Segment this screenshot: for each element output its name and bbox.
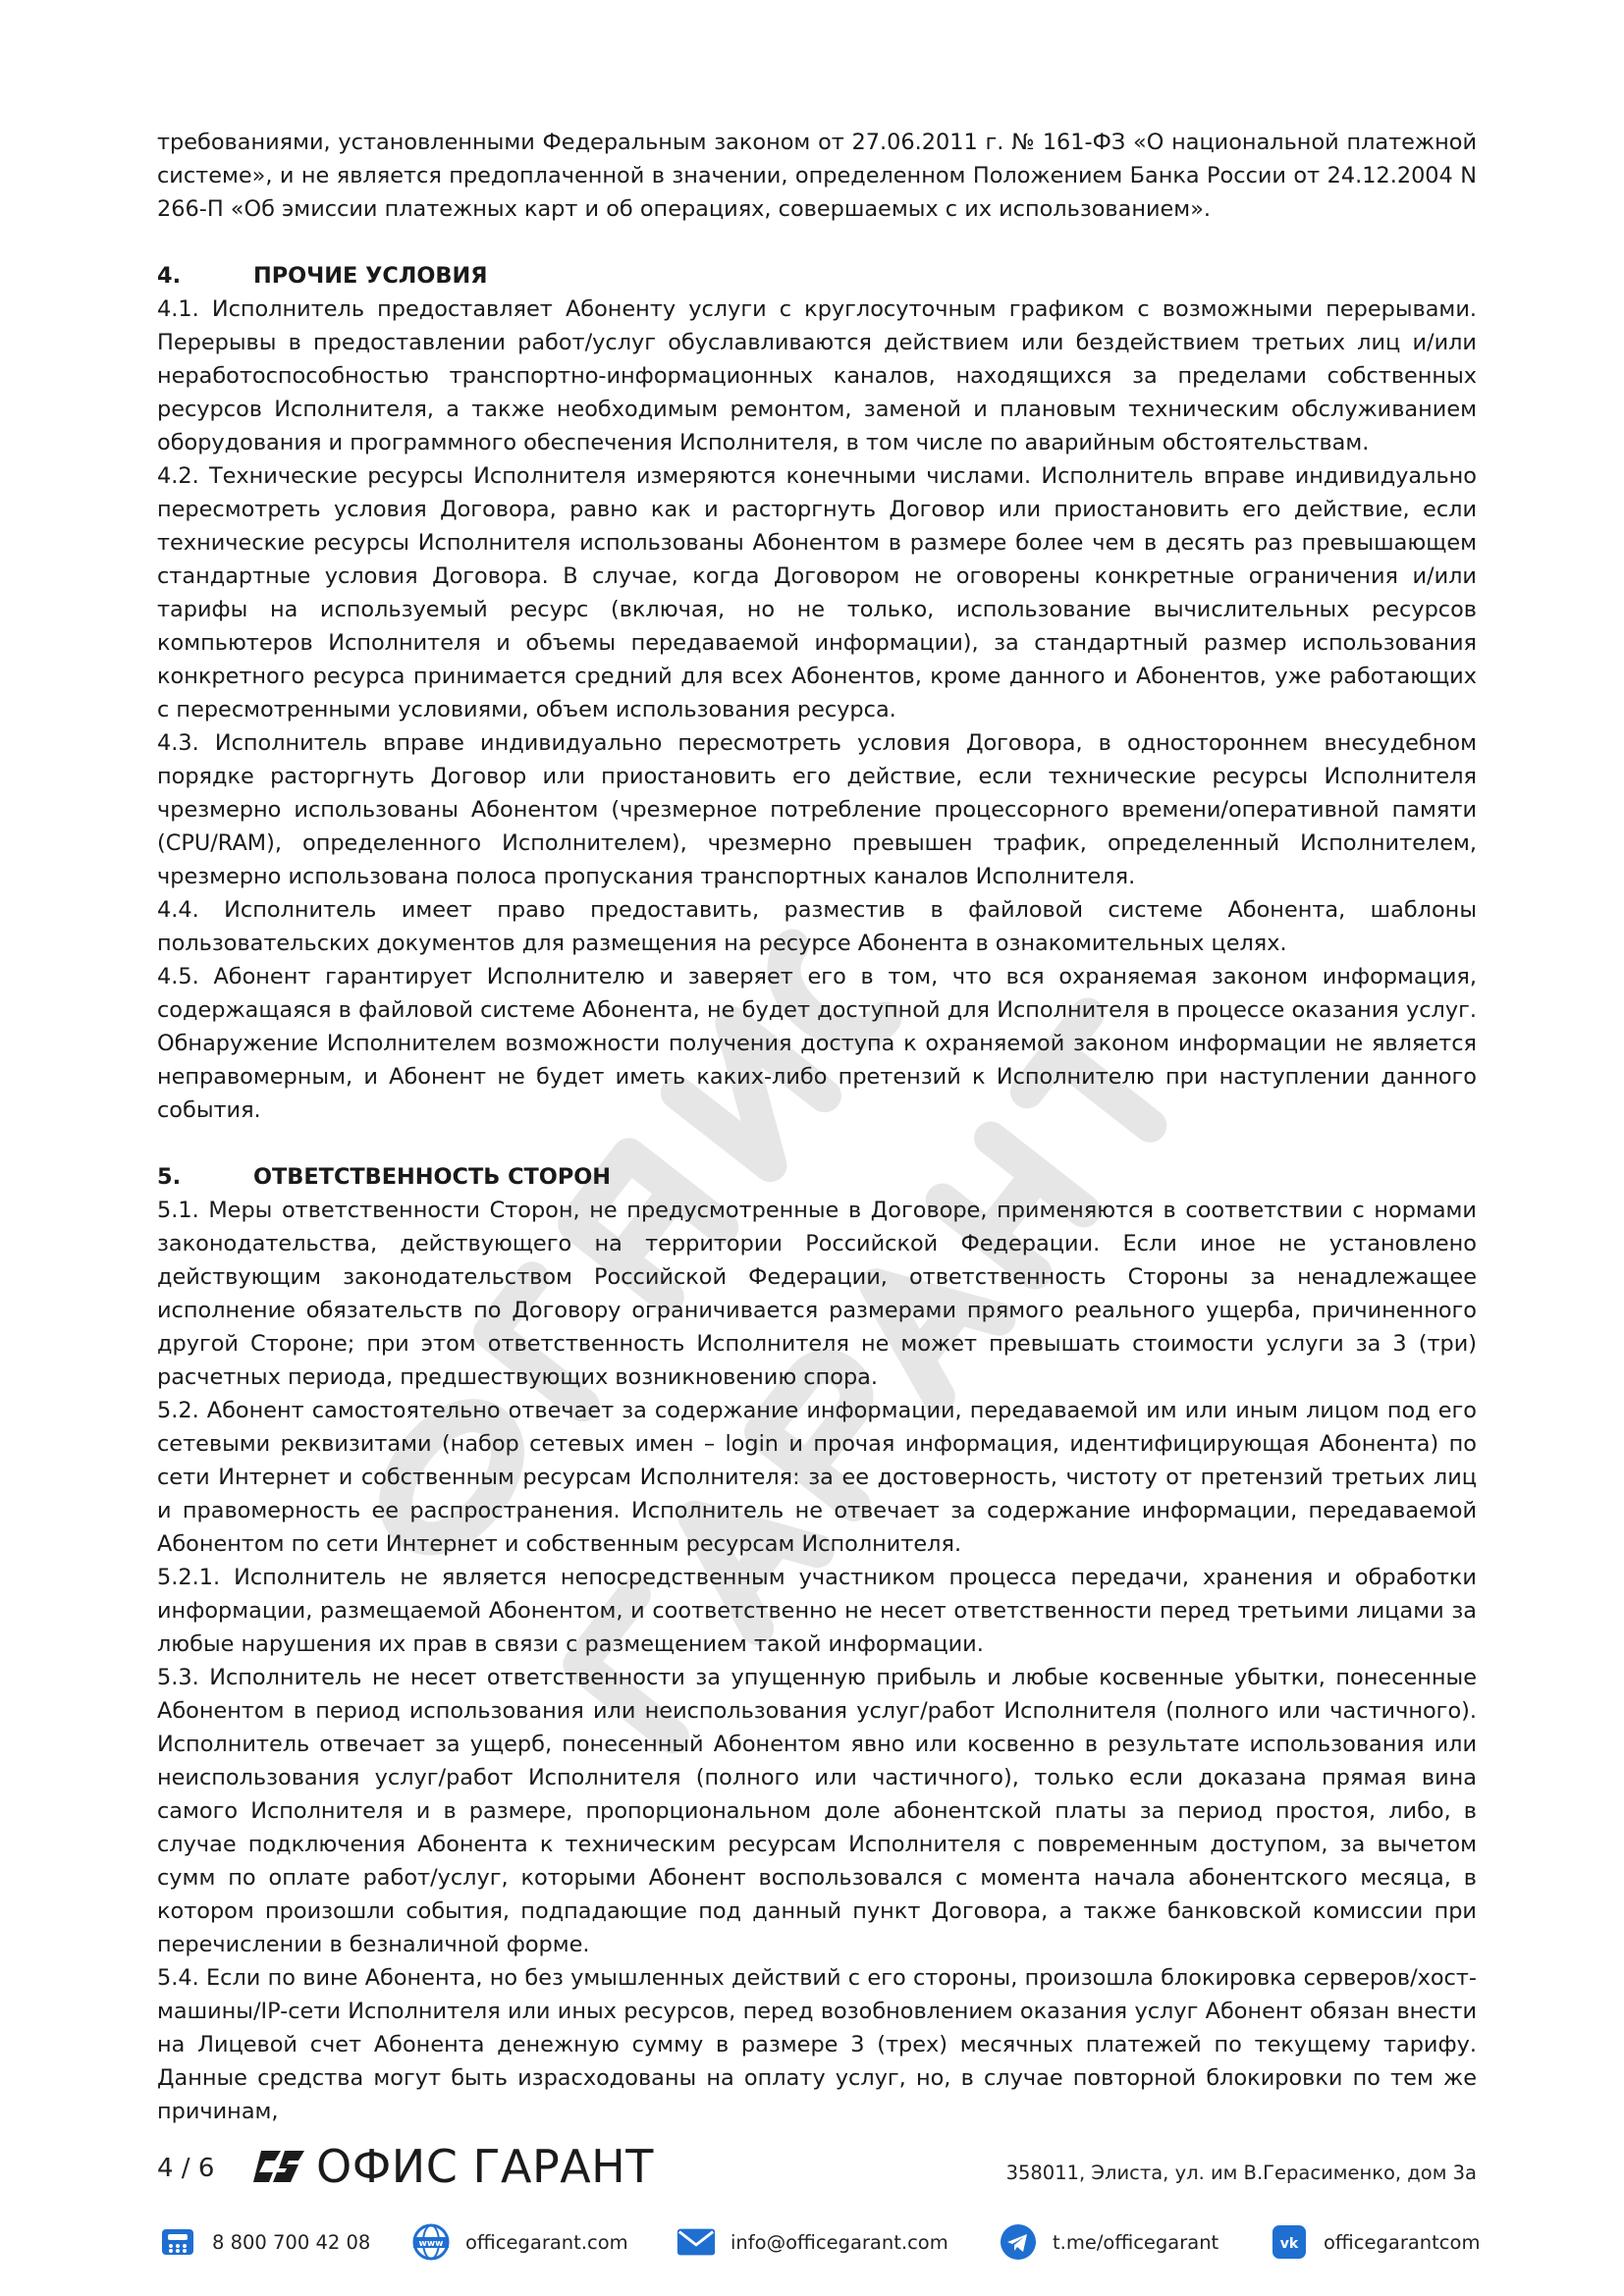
vk-icon	[1269, 2221, 1310, 2263]
telegram-link: t.me/officegarant	[1053, 2230, 1219, 2254]
clause-5-2-1: 5.2.1. Исполнитель не является непосредственным участником процесса передачи, хранения и обработки информации, размещаемой Абонентом, и соответственно не несет ответственности перед третьими лицами за любые нарушения их прав в связи с размещением такой информации.	[157, 1565, 1477, 1657]
svg-text:vk: vk	[1279, 2236, 1299, 2252]
email-link: info@officegarant.com	[731, 2230, 948, 2254]
website-link: officegarant.com	[465, 2230, 628, 2254]
brand-name: ОФИС ГАРАНТ	[316, 2140, 654, 2193]
section-4-number: 4.	[157, 263, 182, 289]
telegram-icon	[998, 2221, 1039, 2263]
footer-contacts	[157, 2220, 1481, 2264]
section-4-title: ПРОЧИЕ УСЛОВИЯ	[253, 263, 488, 289]
clause-4-4: 4.4. Исполнитель имеет право предоставить, разместив в файловой системе Абонента, шаблоны пользовательских документов для размещения на ресурсе Абонента в ознакомительных целях.	[157, 897, 1477, 956]
brand-mark-icon	[251, 2147, 306, 2186]
intro-paragraph: требованиями, установленными Федеральным законом от 27.06.2011 г. № 161-ФЗ «О национальной платежной системе», и не является предоплаченной в значении, определенном Положением Банка России от 24.12.2004 N 266-П «Об эмиссии платежных карт и об операциях, совершаемых с их использованием».	[157, 130, 1477, 222]
clause-5-4: 5.4. Если по вине Абонента, но без умышленных действий с его стороны, произошла блокировка серверов/хост-машины/IP-сети Исполнителя или иных ресурсов, перед возобновлением оказания услуг Абонент обязан внести на Лицевой счет Абонента денежную сумму в размере 3 (трех) месячных платежей по текущему тарифу. Данные средства могут быть израсходованы на оплату услуг, но, в случае повторной блокировки по тем же причинам,	[157, 1965, 1477, 2124]
svg-text:www: www	[418, 2239, 444, 2249]
clause-4-5: 4.5. Абонент гарантирует Исполнителю и заверяет его в том, что вся охраняемая законом информация, содержащаяся в файловой системе Абонента, не будет доступной для Исполнителя в процессе оказания услуг. Обнаружение Исполнителем возможности получения доступа к охраняемой законом информации не является неправомерным, и Абонент не будет иметь каких-либо претензий к Исполнителю при наступлении данного события.	[157, 964, 1477, 1123]
footer-header	[157, 2136, 1477, 2195]
page-number: 4 / 6	[157, 2154, 215, 2183]
contact-email[interactable]	[676, 2220, 948, 2264]
clause-4-2: 4.2. Технические ресурсы Исполнителя измеряются конечными числами. Исполнитель вправе индивидуально пересмотреть условия Договора, равно как и расторгнуть Договор или приостановить его действие, если технические ресурсы Исполнителя использованы Абонентом в размере более чем в десять раз превышающем стандартные условия Договора. В случае, когда Договором не оговорены конкретные ограничения и/или тарифы на используемый ресурс (включая, но не только, использование вычислительных ресурсов компьютеров Исполнителя и объемы передаваемой информации), за стандартный размер использования конкретного ресурса принимается средний для всех Абонентов, кроме данного и Абонентов, уже работающих с пересмотренными условиями, объем использования ресурса.	[157, 463, 1477, 722]
contact-phone[interactable]	[157, 2220, 370, 2264]
clause-5-2: 5.2. Абонент самостоятельно отвечает за содержание информации, передаваемой им или иным лицом под его сетевыми реквизитами (набор сетевых имен – login и прочая информация, идентифицирующая Абонента) по сети Интернет и собственным ресурсам Исполнителя: за ее достоверность, чистоту от претензий третьих лиц и правомерность ее распространения. Исполнитель не отвечает за содержание информации, передаваемой Абонентом по сети Интернет и собственным ресурсам Исполнителя.	[157, 1398, 1477, 1557]
office-address: 358011, Элиста, ул. им В.Герасименко, дом 3а	[1005, 2162, 1477, 2184]
mail-icon	[676, 2221, 717, 2263]
clause-5-3: 5.3. Исполнитель не несет ответственности за упущенную прибыль и любые косвенные убытки, понесенные Абонентом в период использования или неиспользования услуг/работ Исполнителя (полного или частичного). Исполнитель отвечает за ущерб, понесенный Абонентом явно или косвенно в результате использования или неиспользования услуг/работ Исполнителя (полного или частичного), только если доказана прямая вина самого Исполнителя и в размере, пропорциональном доле абонентской платы за период простоя, либо, в случае подключения Абонента к техническим ресурсам Исполнителя с повременным доступом, за вычетом сумм по оплате работ/услуг, которыми Абонент воспользовался с момента начала абонентского месяца, в котором произошли события, подпадающие под данный пункт Договора, а также банковской комиссии при перечислении в безналичной форме.	[157, 1665, 1477, 1957]
section-4-heading	[157, 259, 1477, 293]
contact-telegram[interactable]	[998, 2220, 1218, 2264]
section-5-number: 5.	[157, 1164, 182, 1190]
clause-5-1: 5.1. Меры ответственности Сторон, не предусмотренные в Договоре, применяются в соответствии с нормами законодательства, действующего на территории Российской Федерации. Если иное не установлено действующим законодательством Российской Федерации, ответственность Стороны за ненадлежащее исполнение обязательств по Договору ограничивается размерами прямого реального ущерба, причиненного другой Стороне; при этом ответственность Исполнителя не может превышать стоимости услуги за 3 (три) расчетных периода, предшествующих возникновению спора.	[157, 1198, 1477, 1390]
globe-www-icon	[410, 2221, 452, 2263]
phone-icon	[157, 2221, 198, 2263]
document-body	[157, 126, 1477, 2128]
clause-4-1: 4.1. Исполнитель предоставляет Абоненту услуги с круглосуточным графиком с возможными перерывами. Перерывы в предоставлении работ/услуг обуславливаются действием или бездействием третьих лиц и/или неработоспособностью транспортно-информационных каналов, находящихся за пределами собственных ресурсов Исполнителя, а также необходимым ремонтом, заменой и плановым техническим обслуживанием оборудования и программного обеспечения Исполнителя, в том числе по аварийным обстоятельствам.	[157, 296, 1477, 455]
vk-link: officegarantcom	[1324, 2230, 1481, 2254]
section-5-heading	[157, 1160, 1477, 1194]
clause-4-3: 4.3. Исполнитель вправе индивидуально пересмотреть условия Договора, в одностороннем внесудебном порядке расторгнуть Договор или приостановить его действие, если технические ресурсы Исполнителя чрезмерно использованы Абонентом (чрезмерное потребление процессорного времени/оперативной памяти (CPU/RAM), определенного Исполнителем), чрезмерно превышен трафик, определенный Исполнителем, чрезмерно использована полоса пропускания транспортных каналов Исполнителя.	[157, 730, 1477, 889]
brand-logo	[251, 2140, 654, 2193]
contact-vk[interactable]	[1269, 2220, 1480, 2264]
contact-website[interactable]	[410, 2220, 628, 2264]
phone-number: 8 800 700 42 08	[212, 2230, 371, 2254]
section-5-title: ОТВЕТСТВЕННОСТЬ СТОРОН	[253, 1164, 612, 1190]
